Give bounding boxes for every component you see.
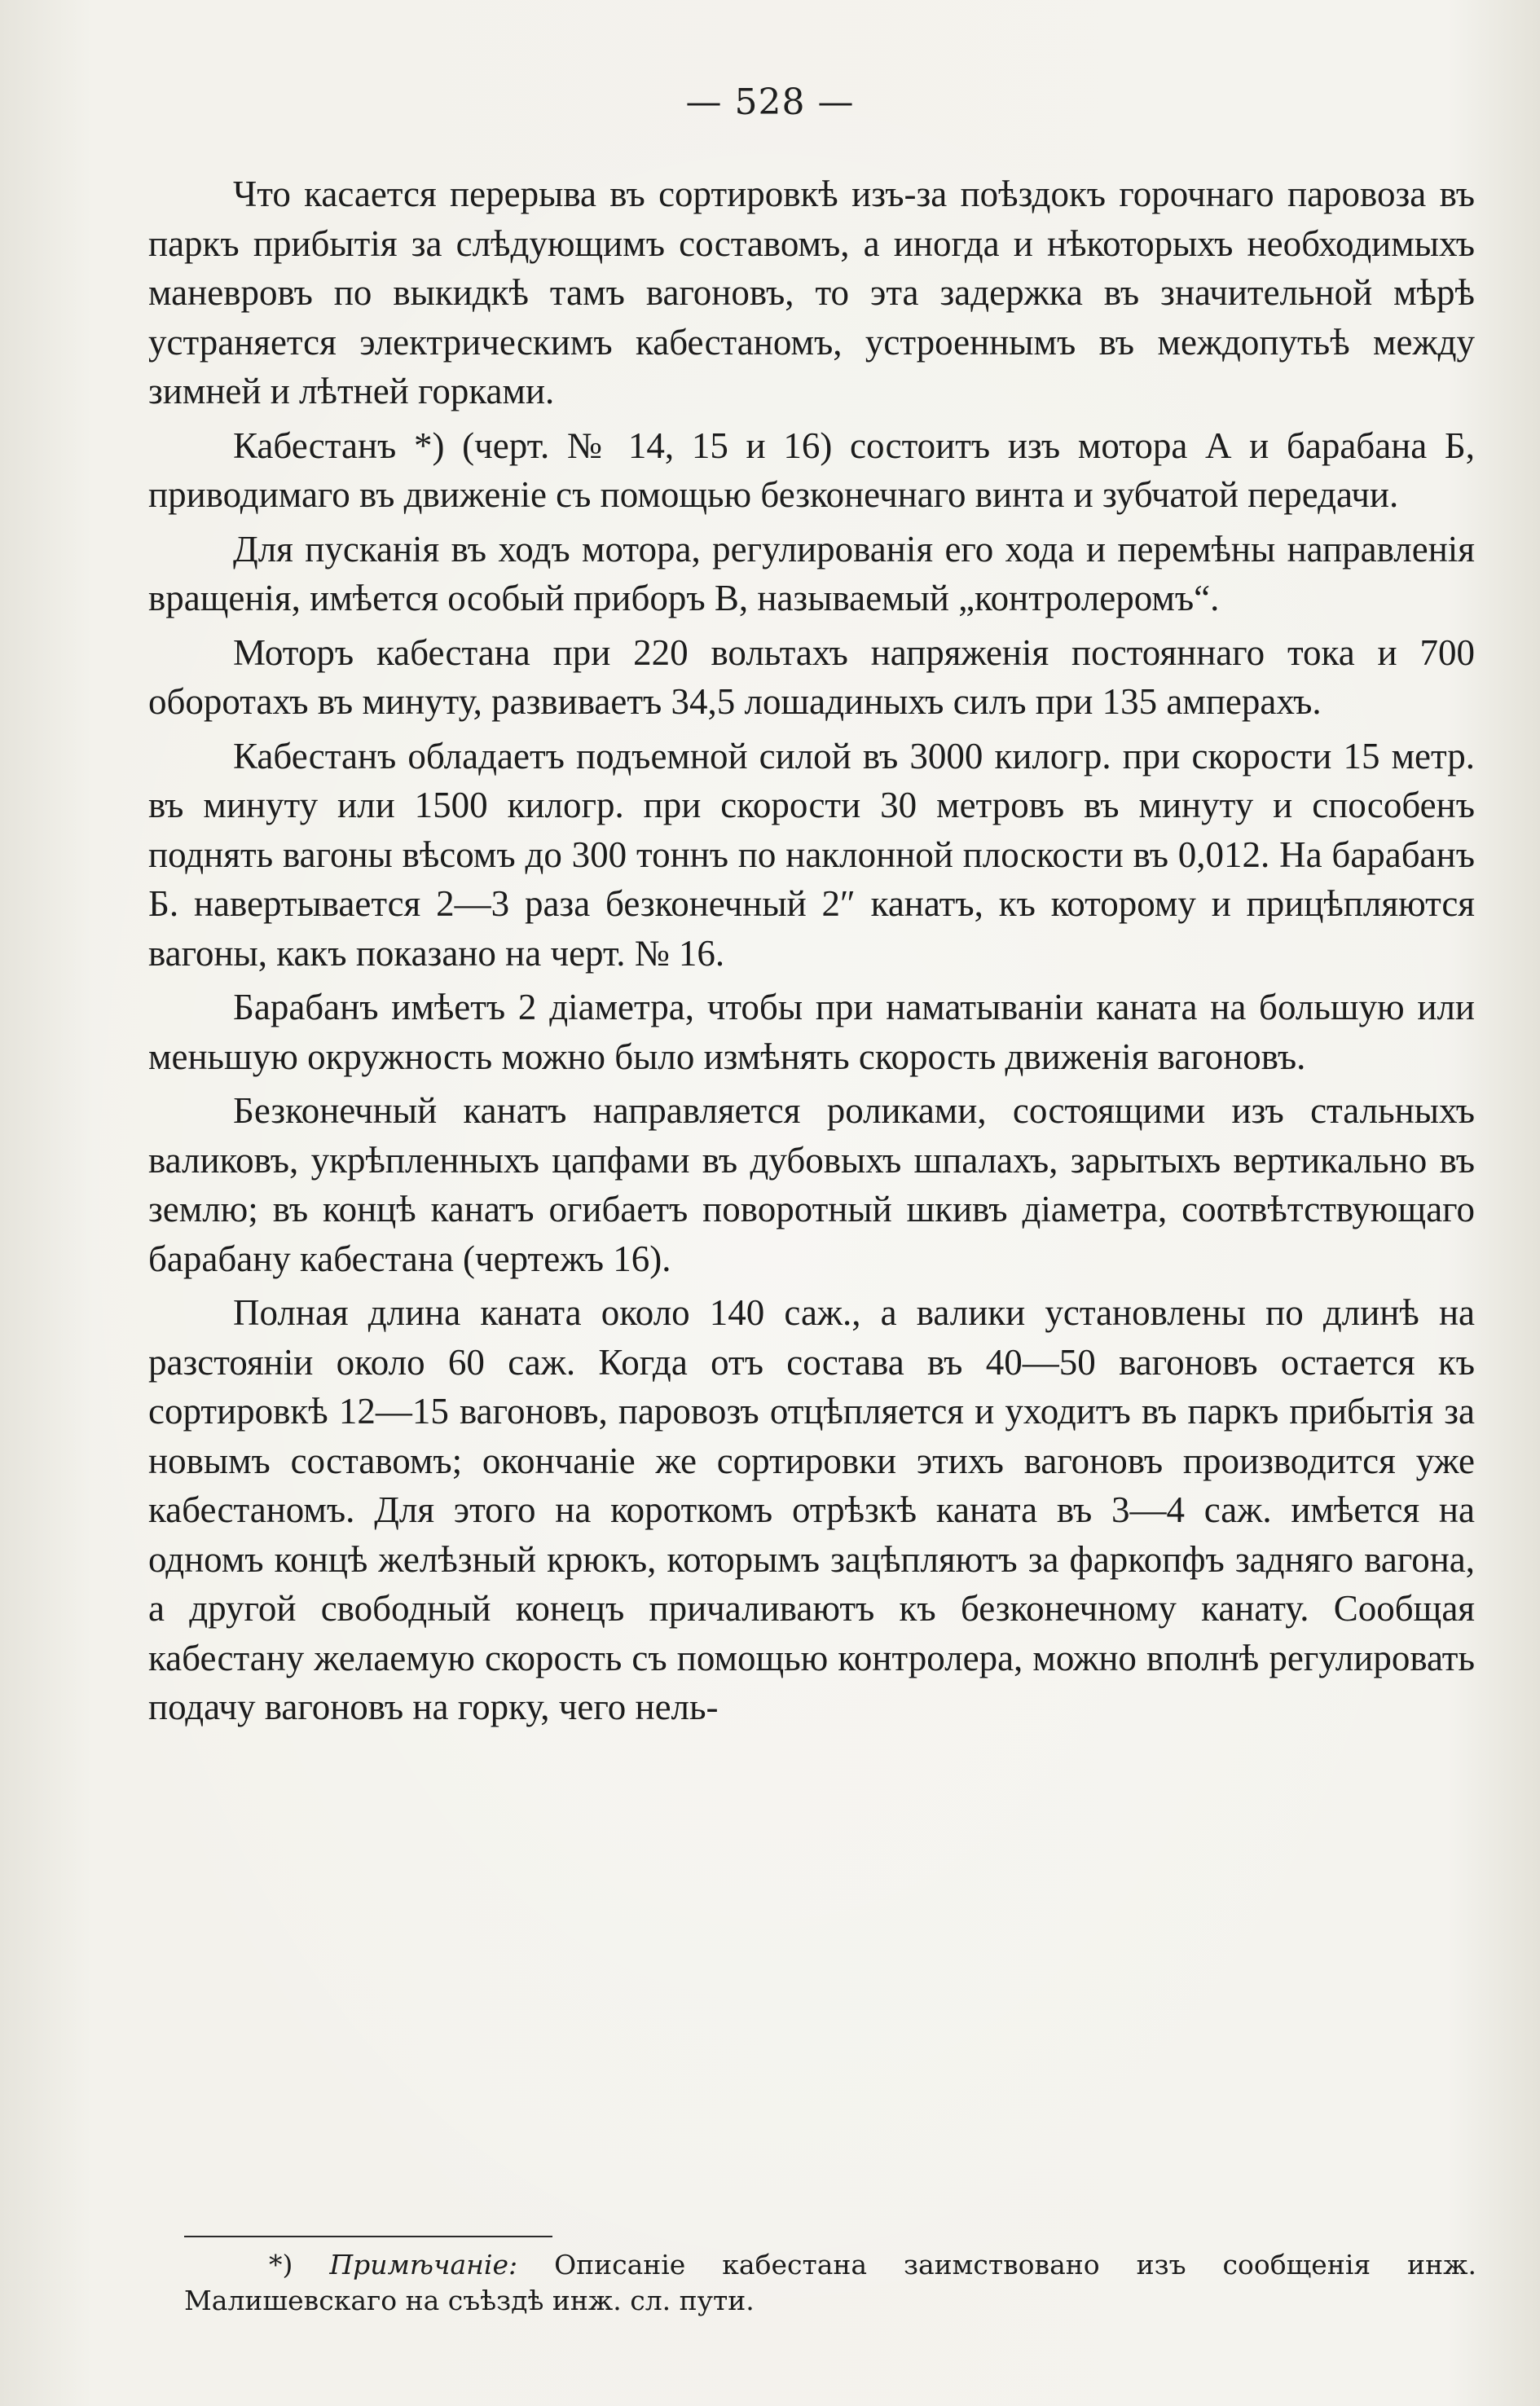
paragraph-controller: Для пусканія въ ходъ мотора, регулированія его хода и перемѣны направленія вращенія, имѣется особый приборъ В, называемый „контролеромъ“. bbox=[148, 528, 1475, 618]
footnote-mark: *) bbox=[269, 2249, 293, 2281]
paragraph-drum-diameters: Барабанъ имѣетъ 2 діаметра, чтобы при наматываніи каната на большую или меньшую окружность можно было измѣнять скорость движенія вагоновъ. bbox=[148, 987, 1475, 1077]
footnote-divider bbox=[184, 2236, 552, 2237]
body-text bbox=[148, 169, 1475, 1737]
paragraph-motor-specs: Моторъ кабестана при 220 вольтахъ напряженія постояннаго тока и 700 оборотахъ въ минуту, развиваетъ 34,5 лошадиныхъ силъ при 135 амперахъ. bbox=[148, 631, 1475, 722]
paragraph-capstan-description: Кабестанъ *) (черт. № 14, 15 и 16) состоитъ изъ мотора А и барабана Б, приводимаго въ движеніе съ помощью безконечнаго винта и зубчатой передачи. bbox=[148, 424, 1475, 515]
paragraph-endless-rope: Безконечный канатъ направляется роликами, состоящими изъ стальныхъ валиковъ, укрѣпленныхъ цапфами въ дубовыхъ шпалахъ, зарытыхъ вертикально въ землю; въ концѣ канатъ огибаетъ поворотный шкивъ діаметра, соотвѣтствующаго барабану кабестана (чертежъ 16). bbox=[148, 1090, 1475, 1279]
footnote-text: Описаніе кабестана заимствовано изъ сообщенія инж. Малишевскаго на съѣздѣ инж. сл. пути. bbox=[184, 2249, 1476, 2316]
paragraph-rope-length: Полная длина каната около 140 саж., а валики установлены по длинѣ на разстояніи около 60 саж. Когда отъ состава въ 40—50 вагоновъ остается къ сортировкѣ 12—15 вагоновъ, паровозъ отцѣпляется и уходитъ въ паркъ прибытія за новымъ составомъ; окончаніе же сортировки этихъ вагоновъ производится уже кабестаномъ. Для этого на короткомъ отрѣзкѣ каната въ 3—4 саж. имѣется на одномъ концѣ желѣзный крюкъ, которымъ зацѣпляютъ за фаркопфъ задняго вагона, а другой свободный конецъ причаливаютъ къ безконечному канату. Сообщая кабестану желаемую скорость съ помощью контролера, можно вполнѣ регулировать подачу вагоновъ на горку, чего нель- bbox=[148, 1292, 1475, 1727]
paragraph-sorting-delay: Что касается перерыва въ сортировкѣ изъ-за поѣздокъ горочнаго паровоза въ паркъ прибытія за слѣдующимъ составомъ, а иногда и нѣкоторыхъ необходимыхъ маневровъ по выкидкѣ тамъ вагоновъ, то эта задержка въ значительной мѣрѣ устраняется электрическимъ кабестаномъ, устроеннымъ въ междопутьѣ между зимней и лѣтней горками. bbox=[148, 174, 1475, 411]
footnote-label: Примѣчаніе: bbox=[329, 2249, 518, 2281]
paragraph-lifting-capacity: Кабестанъ обладаетъ подъемной силой въ 3000 килогр. при скорости 15 метр. въ минуту или 1500 килогр. при скорости 30 метровъ въ минуту и способенъ поднять вагоны вѣсомъ до 300 тоннъ по наклонной плоскости въ 0,012. На барабанъ Б. навертывается 2—3 раза безконечный 2″ канатъ, къ которому и прицѣпляются вагоны, какъ показано на черт. № 16. bbox=[148, 735, 1475, 974]
footnote bbox=[184, 2247, 1476, 2319]
page-number: — 528 — bbox=[685, 81, 855, 123]
